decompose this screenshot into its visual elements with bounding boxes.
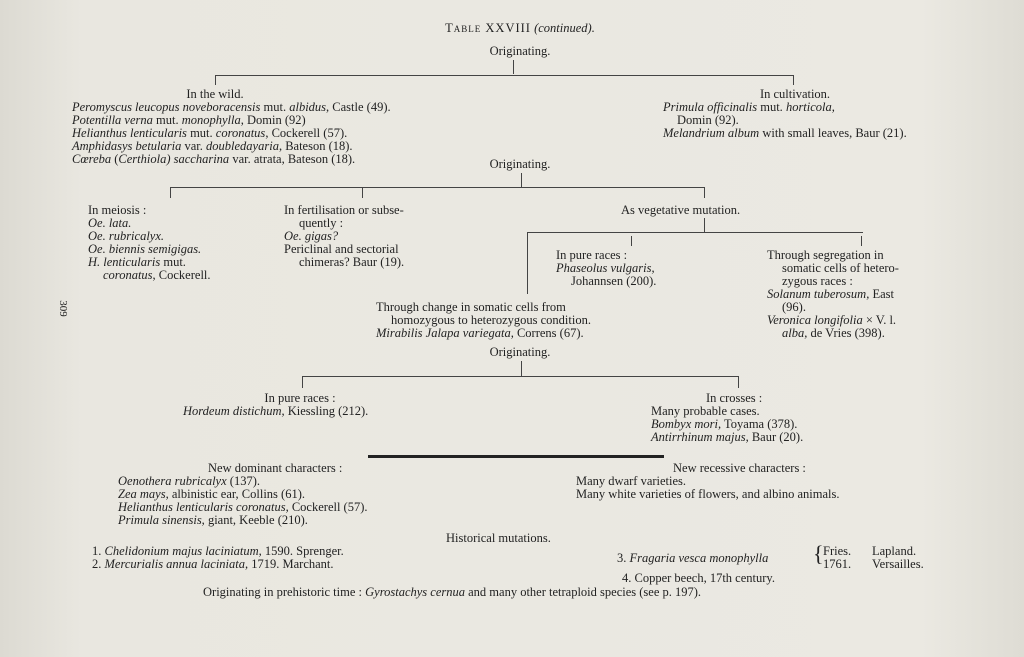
pure-races-1-line: Phaseolus vulgaris, — [556, 261, 655, 275]
tree-line — [793, 75, 794, 85]
recessive-line: Many white varieties of flowers, and albino animals. — [576, 487, 840, 501]
cultivation-line: Melandrium album with small leaves, Baur (21). — [663, 126, 907, 140]
cultivation-line: Primula officinalis mut. horticola, — [663, 100, 835, 114]
segregation-line: Solanum tuberosum, East — [767, 287, 894, 301]
fertilisation-line: In fertilisation or subse- — [284, 203, 404, 217]
tree-line — [362, 187, 363, 198]
segregation-line: alba, de Vries (398). — [782, 326, 885, 340]
somatic-line: Through change in somatic cells from — [376, 300, 566, 314]
brace-mark: { — [813, 541, 824, 566]
tree-line — [631, 236, 632, 246]
fertilisation-line: quently : — [299, 216, 344, 230]
segregation-line: Through segregation in — [767, 248, 884, 262]
meiosis-heading: In meiosis : — [88, 203, 147, 217]
historical-item-3a: Fries. — [823, 544, 852, 558]
tree-line — [527, 232, 528, 294]
fertilisation-line: Oe. gigas? — [284, 229, 339, 243]
segregation-line: (96). — [782, 300, 806, 314]
wild-item: Cœreba (Certhiola) saccharina var. atrata, Bateson (18). — [72, 152, 356, 166]
tree-line — [521, 173, 522, 187]
historical-item-3a-place: Lapland. — [872, 544, 917, 558]
crosses-line: Antirrhinum majus, Baur (20). — [651, 430, 804, 444]
tree-line — [521, 361, 522, 376]
meiosis-line: Oe. rubricalyx. — [88, 229, 165, 243]
dominant-item: Primula sinensis, giant, Keeble (210). — [118, 513, 308, 527]
dominant-heading: New dominant characters : — [208, 461, 343, 475]
originating-heading-1: Originating. — [489, 44, 551, 58]
recessive-line: Many dwarf varieties. — [576, 474, 687, 488]
segregation-line: zygous races : — [782, 274, 853, 288]
historical-item: 1. Chelidonium majus laciniatum, 1590. Sprenger. — [92, 544, 344, 558]
tree-line — [513, 60, 514, 74]
cultivation-line: Domin (92). — [677, 113, 739, 127]
page-number: 309 — [56, 300, 69, 317]
somatic-line: homozygous to heterozygous condition. — [391, 313, 591, 327]
meiosis-line: H. lenticularis mut. — [88, 255, 186, 269]
tree-line — [527, 232, 863, 233]
pure-races-2-line: Hordeum distichum, Kiessling (212). — [183, 404, 369, 418]
wild-item: Potentilla verna mut. monophylla, Domin (92) — [72, 113, 306, 127]
crosses-line: Many probable cases. — [651, 404, 760, 418]
wild-item: Amphidasys betularia var. doubledayaria, Bateson (18). — [72, 139, 353, 153]
historical-heading: Historical mutations. — [446, 531, 551, 545]
segregation-line: Veronica longifolia × V. l. — [767, 313, 897, 327]
dominant-item: Helianthus lenticularis coronatus, Cockerell (57). — [118, 500, 368, 514]
tree-line — [170, 187, 705, 188]
table-title-label: Table XXVIII — [445, 21, 531, 35]
wild-heading: In the wild. — [186, 87, 244, 101]
tree-line — [302, 376, 303, 388]
dominant-item: Oenothera rubricalyx (137). — [118, 474, 260, 488]
historical-item-3b: 1761. — [823, 557, 852, 571]
cultivation-heading: In cultivation. — [759, 87, 831, 101]
originating-heading-2: Originating. — [489, 157, 551, 171]
fertilisation-line: chimeras? Baur (19). — [299, 255, 405, 269]
tree-line — [704, 218, 705, 232]
fertilisation-line: Periclinal and sectorial — [284, 242, 399, 256]
segregation-line: somatic cells of hetero- — [782, 261, 899, 275]
meiosis-line: coronatus, Cockerell. — [103, 268, 211, 282]
tree-line — [215, 75, 794, 76]
vegetative-heading: As vegetative mutation. — [621, 203, 741, 217]
historical-item-3b-place: Versailles. — [872, 557, 924, 571]
crosses-heading: In crosses : — [706, 391, 763, 405]
tree-line — [738, 376, 739, 388]
tree-line — [704, 187, 705, 198]
table-title — [380, 22, 660, 35]
tree-line — [302, 376, 739, 377]
historical-item: 4. Copper beech, 17th century. — [622, 571, 775, 585]
tree-line — [215, 75, 216, 85]
somatic-line: Mirabilis Jalapa variegata, Correns (67). — [376, 326, 584, 340]
pure-races-1-heading: In pure races : — [556, 248, 628, 262]
wild-item: Helianthus lenticularis mut. coronatus, Cockerell (57). — [72, 126, 348, 140]
historical-item: 2. Mercurialis annua laciniata, 1719. Marchant. — [92, 557, 334, 571]
wild-item: Peromyscus leucopus noveboracensis mut. albidus, Castle (49). — [72, 100, 391, 114]
pure-races-2-heading: In pure races : — [264, 391, 336, 405]
meiosis-line: Oe. biennis semigigas. — [88, 242, 202, 256]
originating-heading-3: Originating. — [489, 345, 551, 359]
tree-line — [861, 236, 862, 246]
meiosis-line: Oe. lata. — [88, 216, 132, 230]
recessive-heading: New recessive characters : — [673, 461, 806, 475]
section-rule — [368, 455, 664, 458]
crosses-line: Bombyx mori, Toyama (378). — [651, 417, 798, 431]
prehistoric-line: Originating in prehistoric time : Gyrostachys cernua and many other tetraploid species (see p. 197). — [203, 585, 702, 599]
historical-item: 3. Fragaria vesca monophylla — [617, 551, 769, 565]
table-title-note: (continued). — [534, 21, 595, 35]
tree-line — [170, 187, 171, 198]
pure-races-1-line: Johannsen (200). — [571, 274, 657, 288]
dominant-item: Zea mays, albinistic ear, Collins (61). — [118, 487, 305, 501]
